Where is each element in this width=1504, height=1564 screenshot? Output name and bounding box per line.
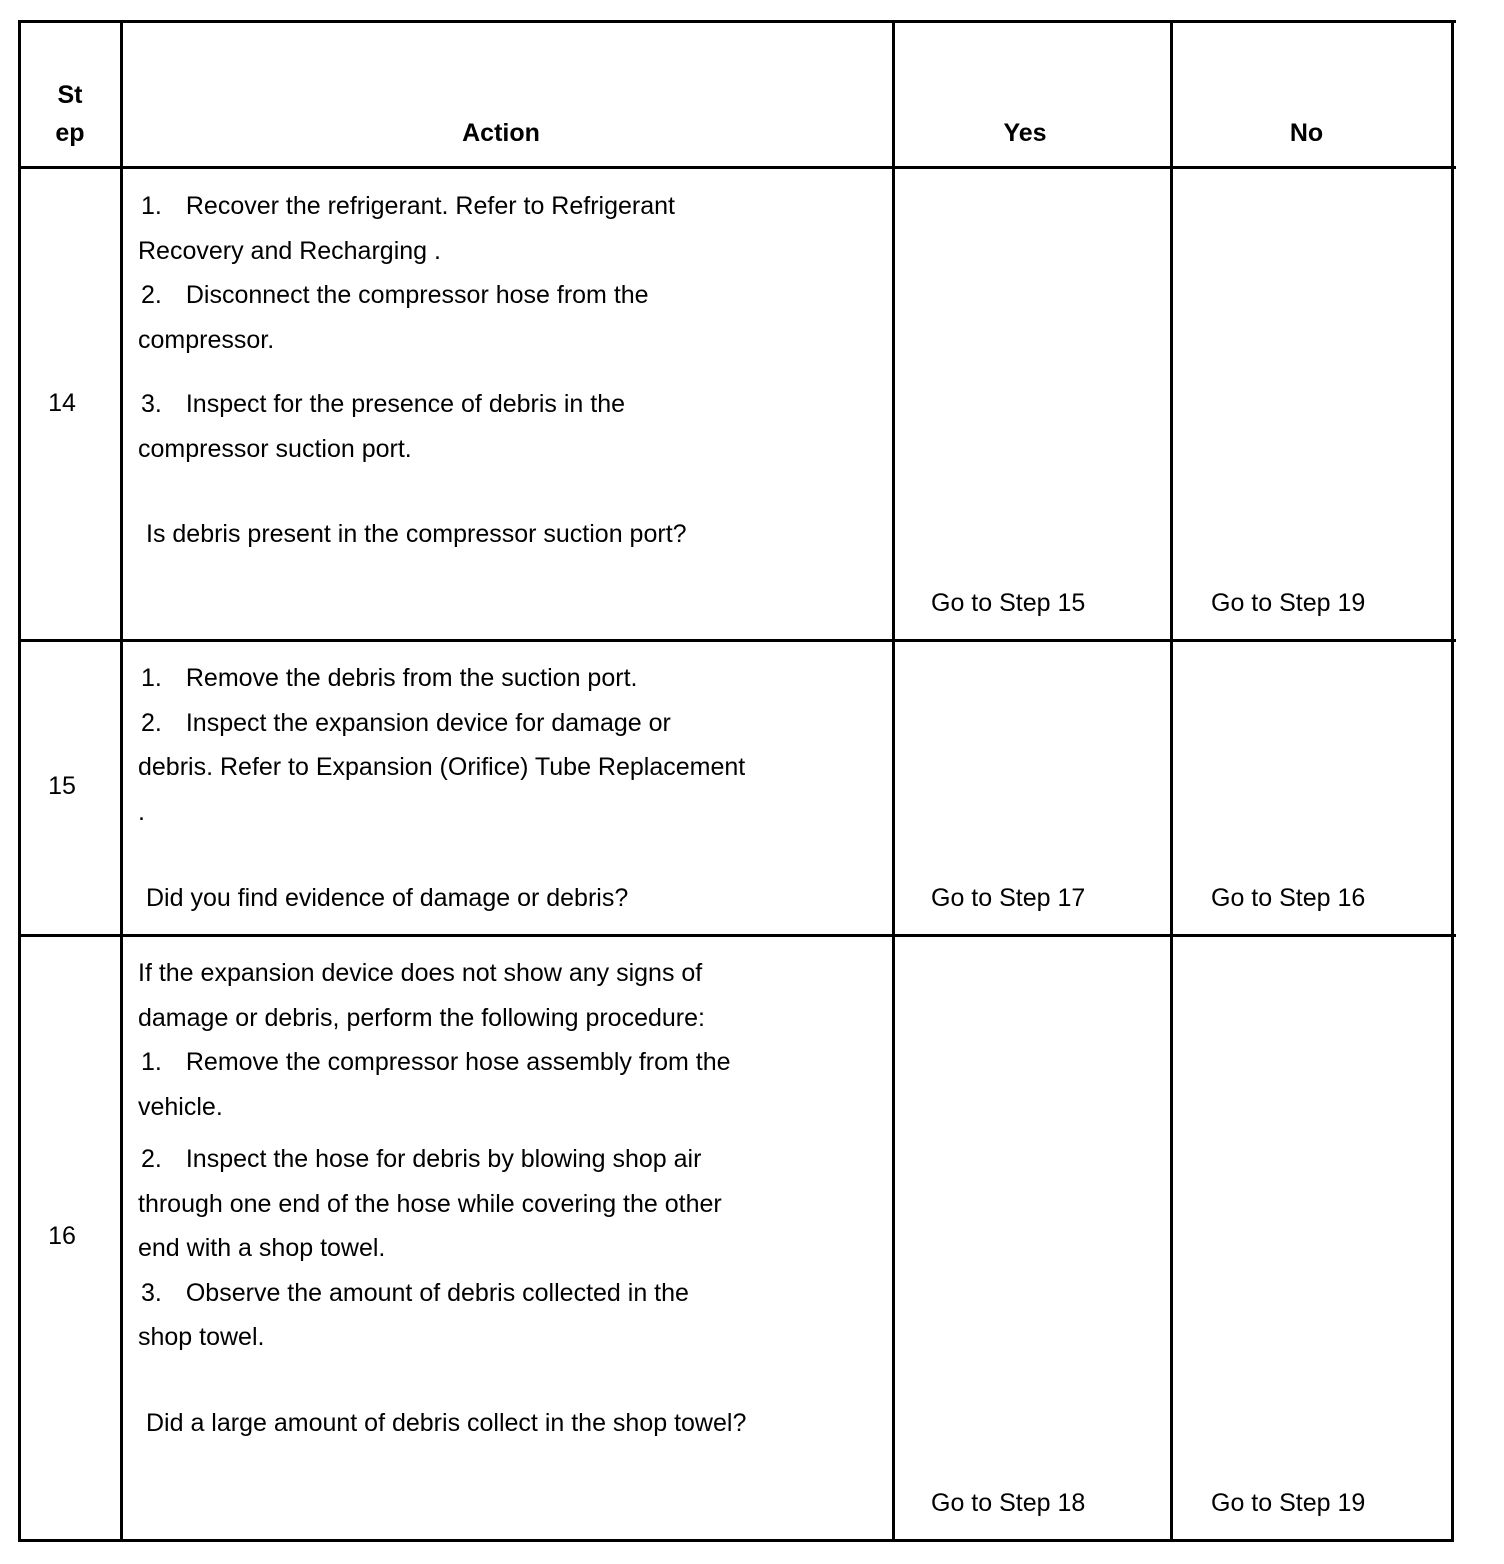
no-result: Go to Step 16 [1211,884,1366,912]
yes-result: Go to Step 15 [931,589,1086,617]
item-text: debris. Refer to Expansion (Orifice) Tube Replacement [138,753,746,781]
item-text: Disconnect the compressor hose from the [185,281,649,309]
item-number: 1. [141,192,162,220]
item-number: 3. [141,1278,162,1307]
question-text: Did a large amount of debris collect in the shop towel? [146,1409,747,1437]
item-text: . [138,797,145,826]
item-text: Recover the refrigerant. Refer to Refrigerant [185,192,675,220]
item-text: Remove the debris from the suction port. [185,664,638,692]
header-no: No [1289,119,1324,147]
column-divider [120,20,123,1542]
row-divider [20,639,1456,642]
yes-result: Go to Step 17 [931,884,1086,912]
step-number: 16 [48,1222,76,1250]
item-text: end with a shop towel. [138,1234,386,1262]
header-yes: Yes [1003,119,1047,147]
question-text: Is debris present in the compressor suction port? [146,520,687,548]
action-item [138,656,745,834]
no-result: Go to Step 19 [1211,589,1366,617]
item-text: shop towel. [138,1323,265,1351]
header-divider [20,166,1456,169]
header-action: Action [462,119,540,147]
item-text: Remove the compressor hose assembly from the [185,1048,731,1076]
item-number: 1. [141,1048,162,1076]
action-item [138,184,675,362]
action-intro [138,951,731,1129]
header-step [20,76,120,152]
item-text: Inspect the expansion device for damage or [185,708,671,737]
item-text: Recovery and Recharging . [138,236,441,265]
item-number: 2. [141,1145,162,1173]
item-number: 2. [141,708,162,737]
no-result: Go to Step 19 [1211,1489,1366,1517]
item-number: 2. [141,281,162,309]
question-text: Did you find evidence of damage or debris? [146,884,629,912]
row-divider [20,934,1456,937]
item-number: 1. [141,664,162,692]
intro-text: If the expansion device does not show any signs of [138,959,703,987]
header-step-line2: ep [55,119,85,147]
header-step-line1: St [57,81,83,109]
item-number: 3. [141,390,162,418]
intro-text: damage or debris, perform the following procedure: [138,1003,705,1032]
item-text: through one end of the hose while covering the other [138,1189,722,1218]
table-border-top [20,20,1456,23]
item-text: Observe the amount of debris collected in the [185,1278,689,1307]
item-text: Inspect the hose for debris by blowing shop air [185,1145,702,1173]
column-divider [1170,20,1173,1542]
item-text: compressor. [138,325,275,354]
item-text: vehicle. [138,1092,223,1121]
action-item [138,382,625,471]
column-divider [892,20,895,1542]
yes-result: Go to Step 18 [931,1489,1086,1517]
action-item [138,1137,722,1360]
step-number: 15 [48,772,76,800]
item-text: compressor suction port. [138,434,412,463]
step-number: 14 [48,389,76,417]
item-text: Inspect for the presence of debris in the [185,390,626,418]
